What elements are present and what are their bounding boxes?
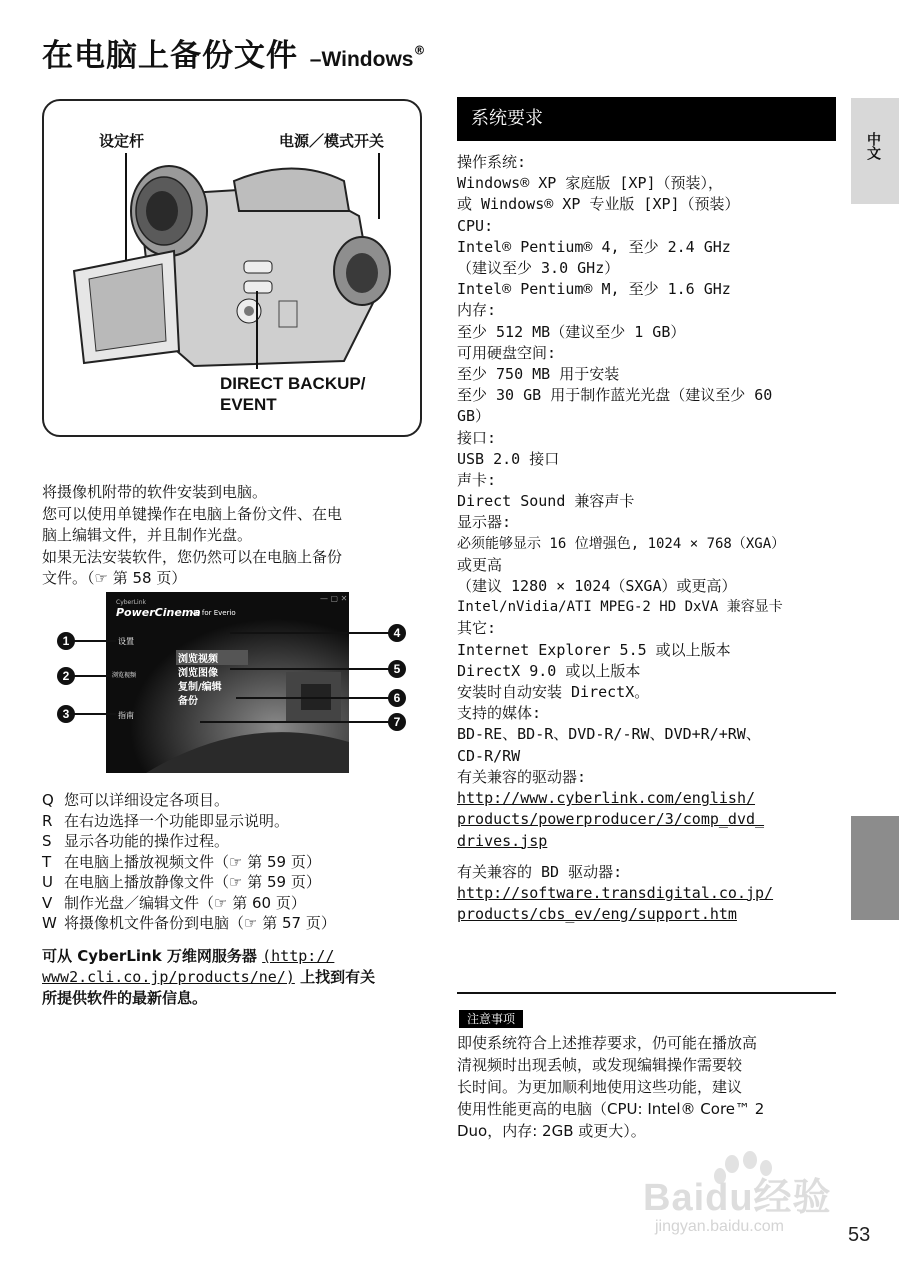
menu-backup[interactable]: 备份: [178, 696, 198, 707]
legend-key: S: [42, 832, 52, 850]
legend-row: [42, 852, 422, 873]
label-lever: 设定杆: [99, 132, 145, 150]
notice-line: 长时间。为更加顺利地使用这些功能，建议: [457, 1078, 743, 1096]
brand-name: PowerCinema: [116, 606, 201, 619]
hdd-value: GB）: [457, 407, 491, 426]
legend-row: [42, 790, 422, 811]
title-main: 在电脑上备份文件: [42, 38, 298, 74]
media-value: BD-RE、BD-R、DVD-R/-RW、DVD+R/+RW、: [457, 725, 761, 744]
watermark-text: Baidu经验: [643, 1177, 832, 1219]
legend-text: 将摄像机文件备份到电脑（☞ 第 57 页）: [64, 914, 336, 932]
screen-background-art: [106, 592, 349, 773]
cpu-value: Intel® Pentium® M, 至少 1.6 GHz: [457, 280, 731, 299]
memory-value: 至少 512 MB（建议至少 1 GB）: [457, 322, 686, 341]
intro-line: 将摄像机附带的软件安装到电脑。: [42, 483, 268, 501]
callout-line: [230, 668, 390, 670]
media-value: CD-R/RW: [457, 746, 521, 765]
title-reg: ®: [413, 43, 427, 58]
left-item-guide[interactable]: 指南: [118, 711, 134, 720]
drive-url-link[interactable]: http://www.cyberlink.com/english/: [457, 789, 756, 808]
os-value: 或 Windows® XP 专业版 [XP]（预装）: [457, 195, 740, 214]
cpu-value: Intel® Pentium® 4, 至少 2.4 GHz: [457, 237, 731, 256]
display-value: 必须能够显示 16 位增强色, 1024 × 768（XGA）: [457, 535, 786, 552]
notice-line: 清视频时出现丢帧，或发现编辑操作需要较: [457, 1056, 743, 1074]
display-value: （建议 1280 × 1024（SXGA）或更高）: [457, 577, 737, 596]
brand-tail: NE for Everio: [190, 609, 236, 617]
legend-key: T: [42, 852, 52, 871]
label-power-switch: 电源／模式开关: [279, 132, 385, 150]
intro-line: 如果无法安装软件，您仍然可以在电脑上备份: [42, 547, 343, 566]
language-tab: [851, 98, 899, 204]
display-value: 或更高: [457, 555, 503, 574]
page-number: 53: [848, 1224, 871, 1246]
legend-key: U: [42, 873, 53, 891]
page-title: [42, 30, 426, 75]
legend-row: [42, 831, 422, 852]
cyberlink-url-link-1[interactable]: (http://: [262, 947, 335, 965]
title-sub: Windows: [321, 48, 414, 71]
legend-key: R: [42, 811, 53, 830]
legend-row: [42, 893, 422, 914]
legend-text: 在右边选择一个功能即显示说明。: [64, 811, 290, 830]
menu-copy-edit[interactable]: 复制/编辑: [178, 682, 222, 693]
legend-row: [42, 913, 422, 934]
media-label: 支持的媒体:: [457, 704, 542, 723]
menu-browse-image[interactable]: 浏览图像: [178, 668, 218, 679]
window-controls-icon[interactable]: — ▢ ✕: [320, 594, 348, 603]
callout-line: [230, 632, 390, 634]
bd-drive-label: 有关兼容的 BD 驱动器:: [457, 862, 623, 881]
notice-divider: [457, 992, 836, 994]
intro-line: 脑上编辑文件，并且制作光盘。: [42, 526, 253, 544]
callout-2: 2: [57, 667, 75, 685]
intro-text: [42, 482, 422, 590]
os-value: Windows® XP 家庭版 [XP]（预装），: [457, 174, 724, 193]
intro-line: 文件。（☞ 第 58 页）: [42, 569, 187, 587]
interface-value: USB 2.0 接口: [457, 449, 560, 468]
callout-1: 1: [57, 632, 75, 650]
left-item-settings[interactable]: 设置: [118, 637, 134, 646]
legend-text: 制作光盘／编辑文件（☞ 第 60 页）: [64, 893, 306, 912]
cyber-note-prefix: 可从 CyberLink 万维网服务器: [42, 947, 263, 965]
display-label: 显示器:: [457, 513, 512, 532]
callout-3: 3: [57, 705, 75, 723]
notice-line: Duo，内存: 2GB 或更大）。: [457, 1122, 646, 1140]
other-value: DirectX 9.0 或以上版本: [457, 661, 641, 680]
left-item-browse-video[interactable]: 浏览视频: [112, 672, 137, 679]
callout-legend: [42, 790, 422, 934]
callout-5: 5: [388, 660, 406, 678]
interface-label: 接口:: [457, 428, 497, 447]
label-direct-backup: DIRECT BACKUP/: [220, 374, 366, 393]
legend-key: V: [42, 893, 53, 912]
legend-row: [42, 811, 422, 832]
notice-text: [457, 1032, 837, 1142]
hdd-value: 至少 750 MB 用于安装: [457, 365, 620, 384]
watermark-url: jingyan.baidu.com: [655, 1218, 784, 1235]
callout-line: [236, 697, 390, 699]
cyberlink-note: [42, 946, 422, 1009]
title-dash: –: [309, 48, 322, 71]
bd-drive-url-link[interactable]: products/cbs_ev/eng/support.htm: [457, 905, 737, 924]
os-label: 操作系统:: [457, 153, 527, 171]
sound-label: 声卡:: [457, 471, 497, 490]
cyber-note-suffix: 上找到有关: [294, 968, 376, 986]
display-value: Intel/nVidia/ATI MPEG-2 HD DxVA 兼容显卡: [457, 599, 783, 616]
callout-7: 7: [388, 713, 406, 731]
camera-illustration-box: [42, 99, 422, 437]
cyberlink-url-link-2[interactable]: www2.cli.co.jp/products/ne/): [42, 968, 295, 986]
bd-drive-url-link[interactable]: http://software.transdigital.co.jp/: [457, 883, 774, 902]
intro-line: 您可以使用单键操作在电脑上备份文件、在电: [42, 504, 343, 523]
memory-label: 内存:: [457, 301, 497, 320]
cyber-note-suffix: 所提供软件的最新信息。: [42, 989, 208, 1007]
callout-4: 4: [388, 624, 406, 642]
legend-key: Q: [42, 791, 54, 809]
notice-tag: 注意事项: [459, 1010, 523, 1028]
hdd-value: 至少 30 GB 用于制作蓝光光盘（建议至少 60: [457, 386, 773, 405]
drive-url-link[interactable]: drives.jsp: [457, 831, 548, 850]
menu-browse-video[interactable]: 浏览视频: [176, 650, 248, 665]
brand-small: CyberLink: [116, 599, 146, 606]
legend-row: [42, 872, 422, 893]
legend-text: 您可以详细设定各项目。: [64, 791, 230, 809]
cpu-value: （建议至少 3.0 GHz）: [457, 259, 620, 278]
callout-6: 6: [388, 689, 406, 707]
legend-key: W: [42, 914, 57, 932]
legend-text: 在电脑上播放静像文件（☞ 第 59 页）: [64, 873, 321, 891]
other-value: 安装时自动安装 DirectX。: [457, 683, 650, 702]
legend-text: 显示各功能的操作过程。: [64, 832, 230, 850]
other-label: 其它:: [457, 619, 497, 638]
sound-value: Direct Sound 兼容声卡: [457, 492, 635, 511]
notice-line: 使用性能更高的电脑（CPU: Intel® Core™ 2: [457, 1100, 765, 1118]
drive-url-link[interactable]: products/powerproducer/3/comp_dvd_: [457, 810, 765, 829]
powercinema-screenshot: [106, 592, 349, 773]
legend-text: 在电脑上播放视频文件（☞ 第 59 页）: [64, 852, 321, 871]
drive-label: 有关兼容的驱动器:: [457, 767, 587, 786]
label-event: EVENT: [220, 395, 277, 414]
system-requirements-header: 系统要求: [457, 97, 836, 141]
hdd-label: 可用硬盘空间:: [457, 343, 557, 362]
notice-line: 即使系统符合上述推荐要求，仍可能在播放高: [457, 1034, 758, 1052]
section-tab: [851, 816, 899, 920]
callout-line: [200, 721, 390, 723]
other-value: Internet Explorer 5.5 或以上版本: [457, 640, 731, 659]
spacer: [457, 852, 842, 862]
language-tab-label: 中文: [865, 132, 881, 160]
cpu-label: CPU:: [457, 216, 494, 235]
system-requirements-list: [457, 152, 842, 925]
